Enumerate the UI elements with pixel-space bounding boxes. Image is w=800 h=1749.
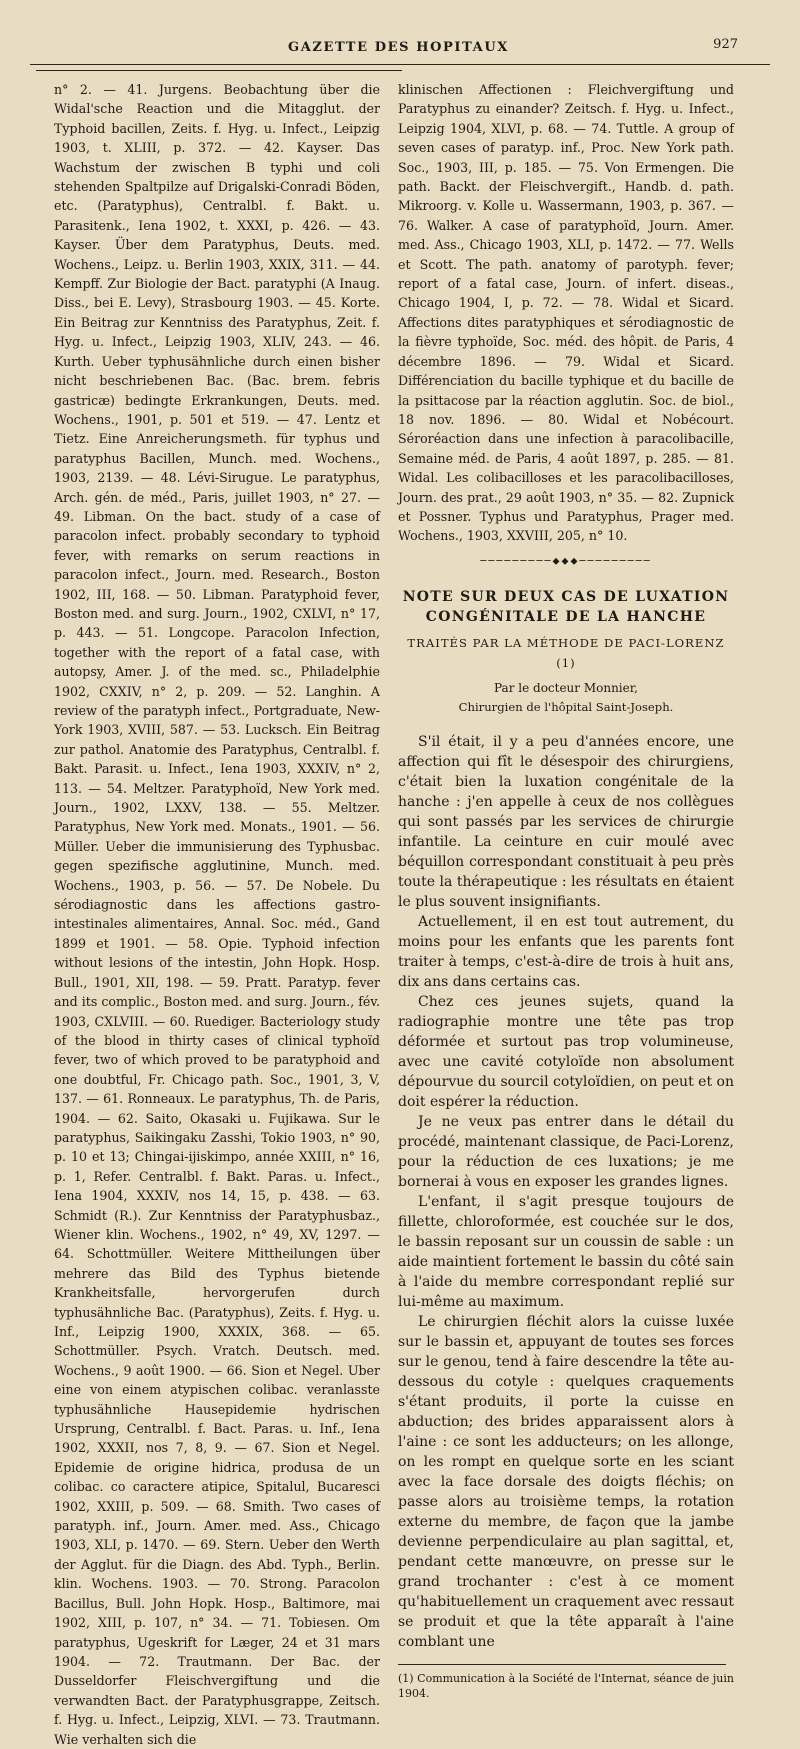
article-author: Par le docteur Monnier, <box>494 680 638 695</box>
page-header <box>0 0 800 66</box>
paragraph: Je ne veux pas entrer dans le détail du procédé, maintenant classique, de Paci-Lorenz, pour la réduction de ces luxations; je me bornerai à vous en exposer les grandes lignes. <box>398 1113 734 1190</box>
header-rule <box>30 64 770 65</box>
paragraph: S'il était, il y a peu d'années encore, une affection qui fît le désespoir des chirurgiens, c'était bien la luxation congénitale de la hanche : j'en appelle à ceux de nos collègues qui sont passés par les services de chirurgie infantile. La ceinture en cuir moulé avec béquillon correspondant constituait à peu près toute la thérapeutique : les résultats en étaient le plus souvent insignifiants. <box>398 733 734 910</box>
references-continuation: klinischen Affectionen : Fleichvergiftung und Paratyphus zu einander? Zeitsch. f. Hyg. u. Infect., Leipzig 1904, XLVI, p. 68. — 74. Tuttle. A group of seven cases of paratyp. inf., Proc. New York path. Soc., 1903, III, p. 185. — 75. Von Ermengen. Die path. Backt. der Fleischvergift., Handb. d. path. Mikroorg. v. Kolle u. Wassermann, 1903, p. 367. — 76. Walker. A case of paratyphoïd, Journ. Amer. med. Ass., Chicago 1903, XLI, p. 1472. — 77. Wells et Scott. The path. anatomy of parotyph. fever; report of a fatal case, Journ. of infert. diseas., Chicago 1904, I, p. 72. — 78. Widal et Sicard. Affections dites paratyphiques et sérodiagnostic de la fièvre typhoïde, Soc. méd. des hôpit. de Paris, 4 décembre 1896. — 79. Widal et Sicard. Différenciation du bacille typhique et du bacille de la psittacose par la réaction agglutin. Soc. de biol., 18 nov. 1896. — 80. Widal et Nobécourt. Séroréaction dans une infection à paracolibacille, Semaine méd. de Paris, 4 août 1897, p. 285. — 81. Widal. Les colibacilloses et les paracolibacilloses, Journ. des prat., 29 août 1903, n° 35. — 82. Zupnick et Possner. Typhus und Paratyphus, Prager med. Wochens., 1903, XXVIII, 205, n° 10. <box>398 82 734 544</box>
author-affiliation: Chirurgien de l'hôpital Saint-Joseph. <box>458 700 674 715</box>
right-column <box>398 80 734 1701</box>
references-text: n° 2. — 41. Jurgens. Beobachtung über die Widal'sche Reaction und die Mitagglut. der Typhoid bacillen, Zeits. f. Hyg. u. Infect., Leipzig 1903, t. XLIII, p. 372. — 42. Kayser. Das Wachstum der zwischen B typhi und coli stehenden Spaltpilze auf Drigalski-Conradi Böden, etc. (Paratyphus), Centralbl. f. Bakt. u. Parasitenk., Iena 1902, t. XXXI, p. 426. — 43. Kayser. Über dem Paratyphus, Deuts. med. Wochens., Leipz. u. Berlin 1903, XXIX, 311. — 44. Kempff. Zur Biologie der Bact. paratyphi (A Inaug. Diss., bei E. Levy), Strasbourg 1903. — 45. Korte. Ein Beitrag zur Kenntniss des Paratyphus, Zeit. f. Hyg. u. Infect., Leipzig 1903, XLIV, 243. — 46. Kurth. Ueber typhusähnliche durch einen bisher nicht beschriebenen Bac. (Bac. brem. febris gastricæ) bedingte Erkrankungen, Deuts. med. Wochens., 1901, p. 501 et 519. — 47. Lentz et Tietz. Eine Anreicherungsmeth. für typhus und paratyphus Bacillen, Munch. med. Wochens., 1903, 2139. — 48. Lévi-Sirugue. Le paratyphus, Arch. gén. de méd., Paris, juillet 1903, n° 27. — 49. Libman. On the bact. study of a case of paracolon infect. probably secondary to typhoid fever, with remarks on serum reactions in paracolon infect., Journ. med. Research., Boston 1902, III, 168. — 50. Libman. Paratyphoid fever, Boston med. and surg. Journ., 1902, CXLVI, n° 17, p. 443. — 51. Longcope. Paracolon Infection, together with the report of a fatal case, with autopsy, Amer. J. of the med. sc., Philadelphie 1902, CXXIV, n° 2, p. 209. — 52. Langhin. A review of the paratyph infect., Portgraduate, New-York 1903, XVIII, 587. — 53. Lucksch. Ein Beitrag zur pathol. Anatomie des Paratyphus, Centralbl. f. Bakt. Parasit. u. Infect., Iena 1903, XXXIV, n° 2, 113. — 54. Meltzer. Paratyphoïd, New York med. Journ., 1902, LXXV, 138. — 55. Meltzer. Paratyphus, New York med. Monats., 1901. — 56. Müller. Ueber die immunisierung des Typhusbac. gegen spezifische agglutinine, Munch. med. Wochens., 1903, p. 56. — 57. De Nobele. Du sérodiagnostic dans les affections gastro-intestinales alimentaires, Annal. Soc. méd., Gand 1899 et 1901. — 58. Opie. Typhoid infection without lesions of the intestin, John Hopk. Hosp. Bull., 1901, XII, 198. — 59. Pratt. Paratyp. fever and its complic., Boston med. and surg. Journ., fév. 1903, CXLVIII. — 60. Ruediger. Bacteriology study of the blood in thirty cases of clinical typhoïd fever, two of which proved to be paratyphoid and one doubtful, Fr. Chicago path. Soc., 1901, 3, V, 137. — 61. Ronneaux. Le paratyphus, Th. de Paris, 1904. — 62. Saito, Okasaki u. Fujikawa. Sur le paratyphus, Saikingaku Zasshi, Tokio 1903, n° 90, p. 10 et 13; Chingai-ijiskimpo, année XXIII, n° 16, p. 1, Refer. Centralbl. f. Bakt. Paras. u. Infect., Iena 1904, XXXIV, nos 14, 15, p. 438. — 63. Schmidt (R.). Zur Kenntniss der Paratyphusbaz., Wiener klin. Wochens., 1902, n° 49, XV, 1297. — 64. Schottmüller. Weitere Mittheilungen über mehrere das Bild des Typhus bietende Krankheitsfalle, hervorgerufen durch typhusähnliche Bac. (Paratyphus), Zeits. f. Hyg. u. Inf., Leipzig 1900, XXXIX, 368. — 65. Schottmüller. Psych. Vratch. Deutsch. med. Wochens., 9 août 1900. — 66. Sion et Negel. Uber eine von einem atypischen colibac. veranlasste typhusähnliche Hausepidemie hydrischen Ursprung, Centralbl. f. Bact. Paras. u. Inf., Iena 1902, XXXII, nos 7, 8, 9. — 67. Sion et Negel. Epidemie de origine hidrica, produsa de un colibac. co caractere atipice, Spitalul, Bucaresci 1902, XXIII, p. 509. — 68. Smith. Two cases of paratyph. inf., Journ. Amer. med. Ass., Chicago 1903, XLI, p. 1470. — 69. Stern. Ueber den Werth der Agglut. für die Diagn. des Abd. Typh., Berlin. klin. Wochens. 1903. — 70. Strong. Paracolon Bacillus, Bull. John Hopk. Hosp., Baltimore, mai 1902, XIII, p. 107, n° 34. — 71. Tobiesen. Om paratyphus, Ugeskrift for Læger, 24 et 31 mars 1904. — 72. Trautmann. Der Bac. der Dusseldorfer Fleischvergiftung und die verwandten Bact. der Paratyphusgrappe, Zeitsch. f. Hyg. u. Infect., Leipzig, XLVI. — 73. Trautmann. Wie verhalten sich die <box>54 82 380 1747</box>
section-divider: ─────────⬥⬥⬥───────── <box>480 555 652 567</box>
paragraph: Actuellement, il en est tout autrement, du moins pour les enfants que les parents font traiter à temps, c'est-à-dire de trois à huit ans, dix ans dans certains cas. <box>398 913 734 990</box>
header-rule-short <box>36 70 402 71</box>
left-column-references <box>54 80 380 1749</box>
article-subtitle: TRAITÉS PAR LA MÉTHODE DE PACI-LORENZ (1) <box>407 636 725 670</box>
paragraph: L'enfant, il s'agit presque toujours de fillette, chloroformée, est couchée sur le dos, le bassin reposant sur un coussin de sable : un aide maintient fortement le bassin du côté sain à l'aide du membre correspondant replié sur lui-même au maximum. <box>398 1193 734 1310</box>
footnote-rule <box>398 1664 726 1665</box>
article-title: NOTE SUR DEUX CAS DE LUXATION CONGÉNITALE DE LA HANCHE <box>402 589 730 626</box>
paragraph: Chez ces jeunes sujets, quand la radiographie montre une tête pas trop déformée et surtout pas trop volumineuse, avec une cavité cotyloïde non absolument dépourvue du sourcil cotyloïdien, on peut et on doit espérer la réduction. <box>398 993 734 1110</box>
paragraph: Le chirurgien fléchit alors la cuisse luxée sur le bassin et, appuyant de toutes ses forces sur le genou, tend à faire descendre la tête au-dessous du cotyle : quelques craquements s'étant produits, il porte la cuisse en abduction; des brides apparaissent alors à l'aine : ce sont les adducteurs; on les allonge, on les rompt en quelque sorte en les sciant avec la face dorsale des doigts fléchis; on passe alors au troisième temps, la rotation externe du membre, de façon que la jambe devienne perpendiculaire au plan sagittal, et, pendant cette manœuvre, on presse sur le grand trochanter : c'est à ce moment qu'habituellement un craquement avec ressaut se produit et que la tête apparaît à l'aine comblant une <box>398 1313 734 1650</box>
running-title: GAZETTE DES HOPITAUX <box>288 40 509 55</box>
page-number: 927 <box>713 37 738 52</box>
footnote: (1) Communication à la Société de l'Internat, séance de juin 1904. <box>398 1671 734 1700</box>
article-body <box>398 732 734 1652</box>
